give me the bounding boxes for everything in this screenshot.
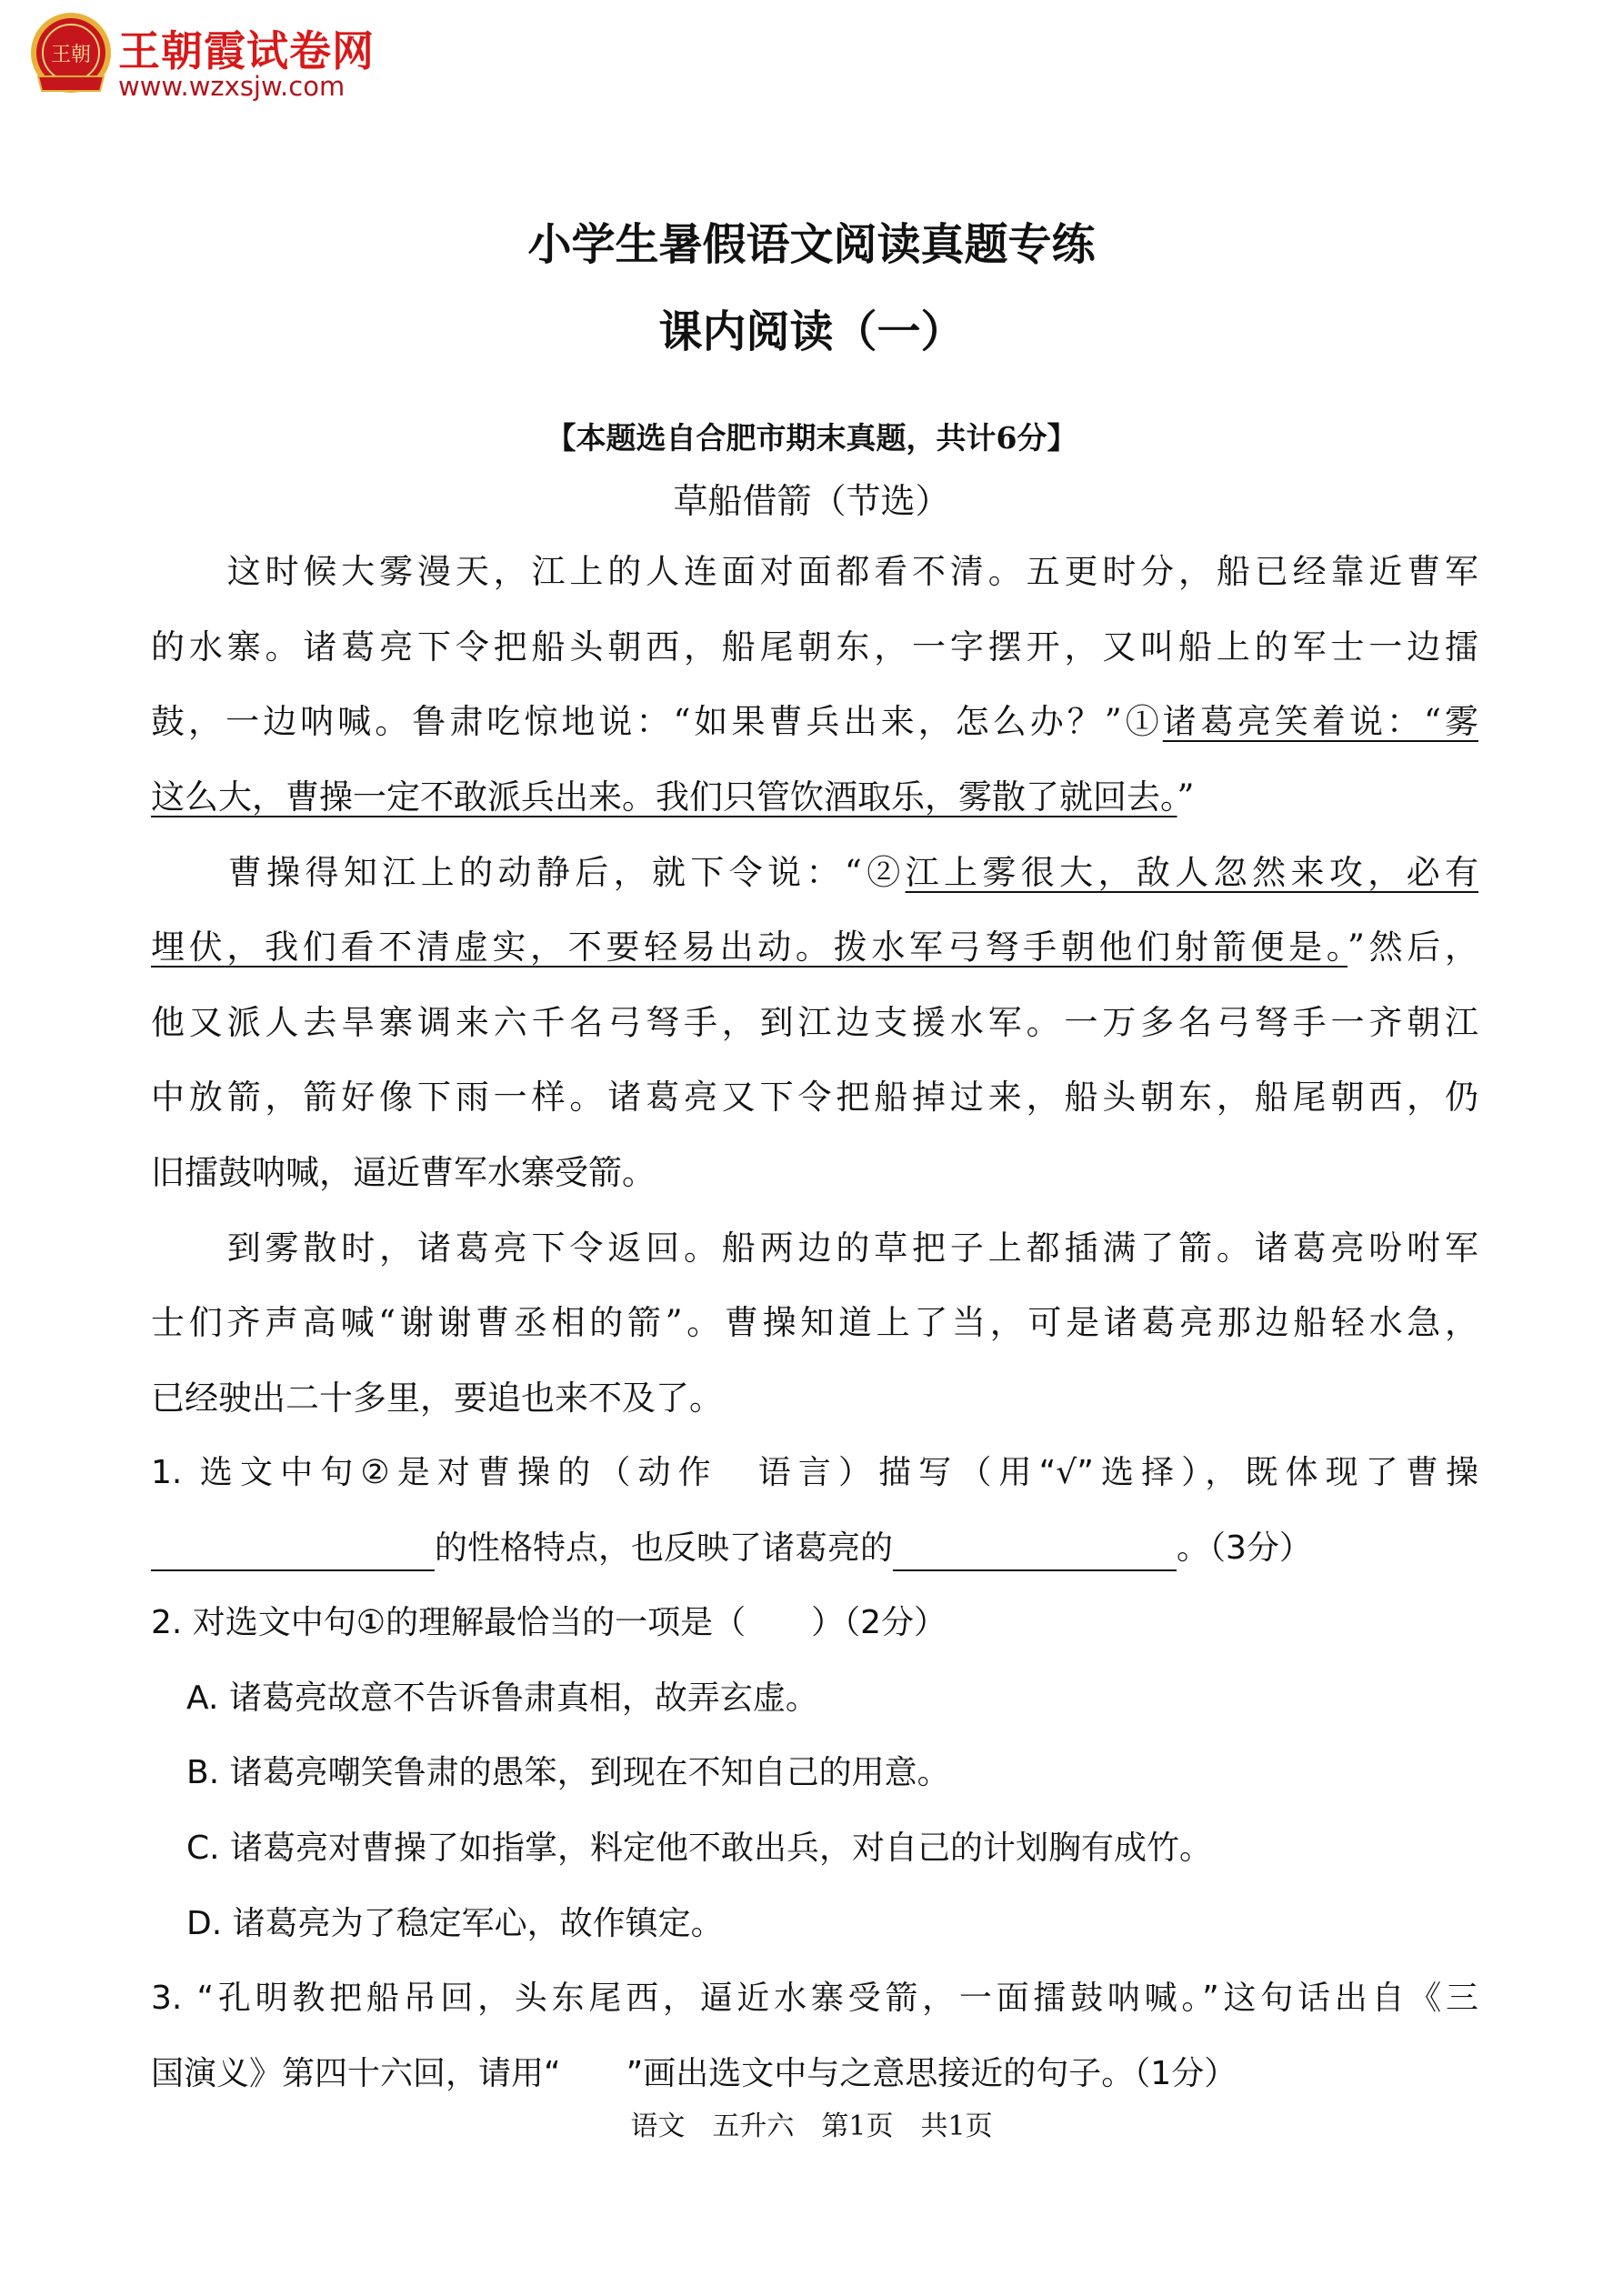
passage-line: 这时候大雾漫天，江上的人连面对面都看不清。五更时分，船已经靠近曹军 <box>151 552 1478 591</box>
underlined-sentence-1: 诸葛亮笑着说：“雾 <box>1162 702 1478 741</box>
passage-text: ” <box>1177 777 1195 817</box>
brand-url[interactable]: www.wzxsjw.com <box>118 71 346 102</box>
passage-line <box>151 925 1478 970</box>
option-b[interactable]: B. 诸葛亮嘲笑鲁肃的愚笨，到现在不知自己的用意。 <box>186 1754 950 1791</box>
passage-line: 到雾散时，诸葛亮下令返回。船两边的草把子上都插满了箭。诸葛亮吩咐军 <box>151 1228 1478 1268</box>
passage-line <box>151 699 1478 745</box>
answer-blank[interactable] <box>151 1535 435 1571</box>
underlined-sentence-2: 江上雾很大，敌人忽然来攻，必有 <box>905 853 1478 892</box>
question-1: 1. 选文中句②是对曹操的（动作 语言）描写（用“√”选择），既体现了曹操 <box>151 1454 1478 1491</box>
question-1-continued <box>151 1526 1478 1571</box>
question-2: 2. 对选文中句①的理解最恰当的一项是（ ）（2分） <box>151 1604 947 1641</box>
passage-line <box>151 850 1478 896</box>
passage-title: 草船借箭（节选） <box>673 481 950 521</box>
question-text: 的性格特点，也反映了诸葛亮的 <box>435 1529 894 1567</box>
question-3-continued: 国演义》第四十六回，请用“ ”画出选文中与之意思接近的句子。（1分） <box>151 2055 1237 2092</box>
option-c[interactable]: C. 诸葛亮对曹操了如指掌，料定他不敢出兵，对自己的计划胸有成竹。 <box>186 1830 1213 1867</box>
answer-blank[interactable] <box>893 1535 1177 1571</box>
source-note: 【本题选自合肥市期末真题，共计6分】 <box>546 420 1077 456</box>
passage-line: 已经驶出二十多里，要追也来不及了。 <box>151 1379 723 1418</box>
question-3: 3. “孔明教把船吊回，头东尾西，逼近水寨受箭，一面擂鼓呐喊。”这句话出自《三 <box>151 1980 1478 2017</box>
underlined-sentence-2: 埋伏，我们看不清虚实，不要轻易出动。拨水军弓弩手朝他们射箭便是。 <box>151 927 1347 967</box>
passage-line: 的水寨。诸葛亮下令把船头朝西，船尾朝东，一字摆开，又叫船上的军士一边擂 <box>151 627 1478 667</box>
brand-name: 王朝霞试卷网 <box>118 26 375 75</box>
brand-seal-logo <box>27 9 118 100</box>
passage-line: 中放箭，箭好像下雨一样。诸葛亮又下令把船掉过来，船头朝东，船尾朝西，仍 <box>151 1078 1478 1117</box>
page-title: 小学生暑假语文阅读真题专练 <box>527 219 1096 270</box>
passage-line <box>151 775 1478 820</box>
passage-text: 曹操得知江上的动静后，就下令说：“② <box>151 853 906 892</box>
option-d[interactable]: D. 诸葛亮为了稳定军心，故作镇定。 <box>186 1905 724 1942</box>
passage-text: 鼓，一边呐喊。鲁肃吃惊地说：“如果曹兵出来，怎么办？”① <box>151 702 1163 741</box>
svg-text:王朝: 王朝 <box>50 44 92 66</box>
passage-text: ”然后， <box>1347 927 1479 967</box>
passage-line: 他又派人去旱寨调来六千名弓弩手，到江边支援水军。一万多名弓弩手一齐朝江 <box>151 1003 1478 1042</box>
underlined-sentence-1: 这么大，曹操一定不敢派兵出来。我们只管饮酒取乐，雾散了就回去。 <box>151 777 1177 817</box>
brand-header <box>27 9 427 109</box>
section-title: 课内阅读（一） <box>658 306 965 357</box>
option-a[interactable]: A. 诸葛亮故意不告诉鲁肃真相，故弄玄虚。 <box>186 1679 818 1717</box>
page-footer: 语文 五升六 第1页 共1页 <box>630 2111 993 2142</box>
passage-line: 士们齐声高喊“谢谢曹丞相的箭”。曹操知道上了当，可是诸葛亮那边船轻水急， <box>151 1303 1478 1342</box>
question-text: 。（3分） <box>1177 1529 1312 1567</box>
passage-line: 旧擂鼓呐喊，逼近曹军水寨受箭。 <box>151 1153 656 1192</box>
